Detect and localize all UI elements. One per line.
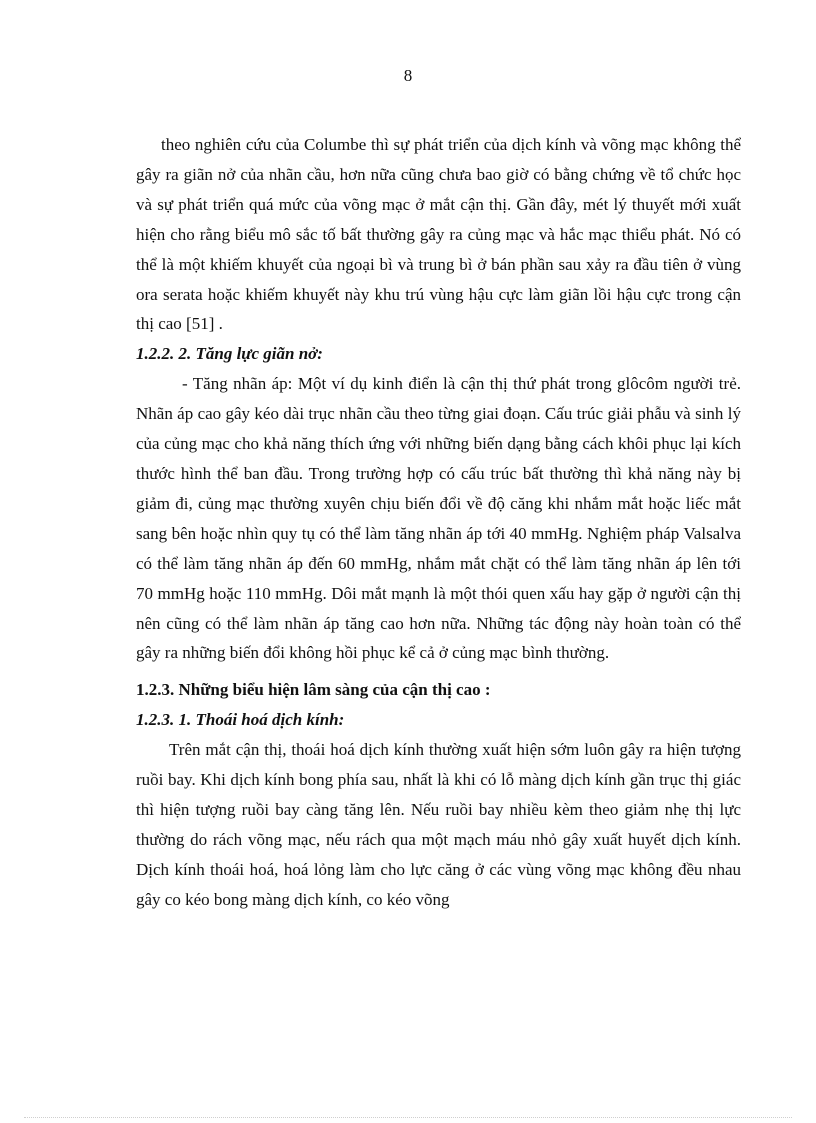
paragraph-columbe-theory: theo nghiên cứu của Columbe thì sự phát triển của dịch kính và võng mạc không thể gây ra giãn nở của nhãn cầu, hơn nữa cũng chưa bao giờ có bằng chứng về tổ chức học và sự phát triển quá mức của võng mạc ở mắt cận thị. Gần đây, mét lý thuyết mới xuất hiện cho rằng biểu mô sắc tố bất thường gây ra củng mạc và hắc mạc thiểu phát. Nó có thể là một khiếm khuyết của ngoại bì và trung bì ở bán phần sau xảy ra đầu tiên ở vùng ora serata hoặc khiếm khuyết này khu trú vùng hậu cực làm giãn lồi hậu cực trong cận thị cao [51] . — [136, 135, 741, 334]
document-body — [136, 130, 741, 915]
paragraph-increased-iop: - Tăng nhãn áp: Một ví dụ kinh điển là cận thị thứ phát trong glôcôm người trẻ. Nhãn áp cao gây kéo dài trục nhãn cầu theo từng giai đoạn. Cấu trúc giải phẫu và sinh lý của củng mạc cho khả năng thích ứng với những biến dạng bằng cách khôi phục lại kích thước hình thể ban đầu. Trong trường hợp có cấu trúc bất thường thì khả năng này bị giảm đi, củng mạc thường xuyên chịu biến đổi về độ căng khi nhắm mắt hoặc liếc mắt sang bên hoặc nhìn quy tụ có thể làm tăng nhãn áp tới 40 mmHg. Nghiệm pháp Valsalva có thể làm tăng nhãn áp đến 60 mmHg, nhắm mắt chặt có thể làm tăng nhãn áp lên tới 70 mmHg hoặc 110 mmHg. Dôi mắt mạnh là một thói quen xấu hay gặp ở người cận thị nên cũng có thể làm nhãn áp tăng cao hơn nữa. Những tác động này hoàn toàn có thể gây ra những biến đổi không hồi phục kể cả ở củng mạc bình thường. — [136, 374, 741, 663]
heading-1-2-3: 1.2.3. Những biểu hiện lâm sàng của cận thị cao : — [136, 680, 491, 700]
paragraph-vitreous-degeneration: Trên mắt cận thị, thoái hoá dịch kính thường xuất hiện sớm luôn gây ra hiện tượng ruồi bay. Khi dịch kính bong phía sau, nhất là khi có lỗ màng dịch kính gần trục thị giác thì hiện tượng ruồi bay càng tăng lên. Nếu ruồi bay nhiều kèm theo giảm nhẹ thị lực thường do rách võng mạc, nếu rách qua một mạch máu nhỏ gây xuất huyết dịch kính. Dịch kính thoái hoá, hoá lỏng làm cho lực căng ở các vùng võng mạc không đều nhau gây co kéo bong màng dịch kính, co kéo võng — [136, 740, 741, 909]
heading-1-2-3-1: 1.2.3. 1. Thoái hoá dịch kính: — [136, 710, 345, 730]
heading-1-2-2-2: 1.2.2. 2. Tăng lực giãn nở: — [136, 344, 323, 364]
page-number: 8 — [403, 66, 413, 85]
page-bottom-divider — [24, 1117, 792, 1118]
